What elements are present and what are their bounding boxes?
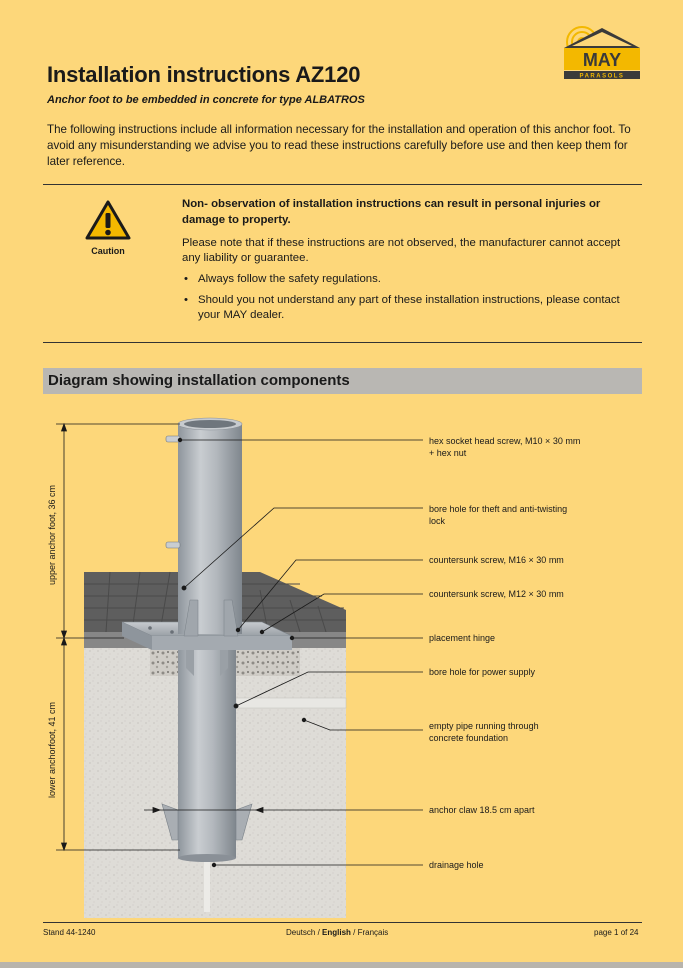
callout-label: drainage hole (429, 860, 484, 870)
divider-top (43, 184, 642, 185)
footer-languages: Deutsch / English / Français (286, 928, 389, 937)
warning-text-block (182, 196, 637, 329)
footer-page-number: page 1 of 24 (594, 928, 639, 937)
lang-en-link[interactable]: English (322, 928, 351, 937)
callout-label: anchor claw 18.5 cm apart (429, 805, 535, 815)
intro-paragraph: The following instructions include all information necessary for the installation and operation of this anchor foot. To avoid any misunderstanding we advise you to read these instructions carefully before use and then keep them for later reference. (47, 123, 631, 168)
caution-label: Caution (91, 246, 125, 256)
footer-divider (43, 922, 642, 923)
warning-triangle-icon (85, 200, 131, 240)
warning-heading: Non- observation of installation instructions can result in personal injuries or damage to property. (182, 198, 601, 226)
list-item: • Always follow the safety regulations. (182, 272, 637, 287)
svg-text:PARASOLS: PARASOLS (579, 73, 625, 80)
lang-de-link[interactable]: Deutsch (286, 928, 316, 937)
lang-fr-link[interactable]: Français (357, 928, 389, 937)
warning-text: Please note that if these instructions are not observed, the manufacturer cannot accept any liability or guarantee. (182, 237, 621, 264)
callout-label: countersunk screw, M16 × 30 mm (429, 555, 564, 565)
list-item: • Should you not understand any part of these installation instructions, please contact your MAY dealer. (182, 293, 637, 323)
page-title: Installation instructions AZ120 (47, 62, 361, 87)
caution-block (78, 200, 138, 256)
callout-label: bore hole for theft and anti-twisting lock (429, 504, 568, 526)
section-header (43, 368, 642, 394)
callout-label: placement hinge (429, 633, 496, 643)
page-subtitle: Anchor foot to be embedded in concrete for type ALBATROS (47, 94, 365, 106)
section-title: Diagram showing installation components (48, 372, 350, 389)
svg-text:MAY: MAY (582, 50, 622, 70)
footer-stand: Stand 44-1240 (43, 928, 96, 937)
dimension-upper-label: upper anchor foot, 36 cm (47, 484, 57, 585)
callout-label: empty pipe running through concrete foundation (429, 721, 539, 743)
callout-label: bore hole for power supply (429, 667, 536, 677)
installation-diagram (0, 400, 683, 920)
dimension-lower-label: lower anchorfoot, 41 cm (47, 701, 57, 798)
callout-label: countersunk screw, M12 × 30 mm (429, 589, 564, 599)
page-bottom-edge (0, 962, 683, 968)
divider-bottom (43, 342, 642, 343)
callout-label: hex socket head screw, M10 × 30 mm + hex nut (429, 436, 581, 458)
may-parasols-logo (560, 22, 644, 82)
safety-bullet-list (182, 272, 637, 323)
anchor-foot-illustration (0, 400, 683, 920)
